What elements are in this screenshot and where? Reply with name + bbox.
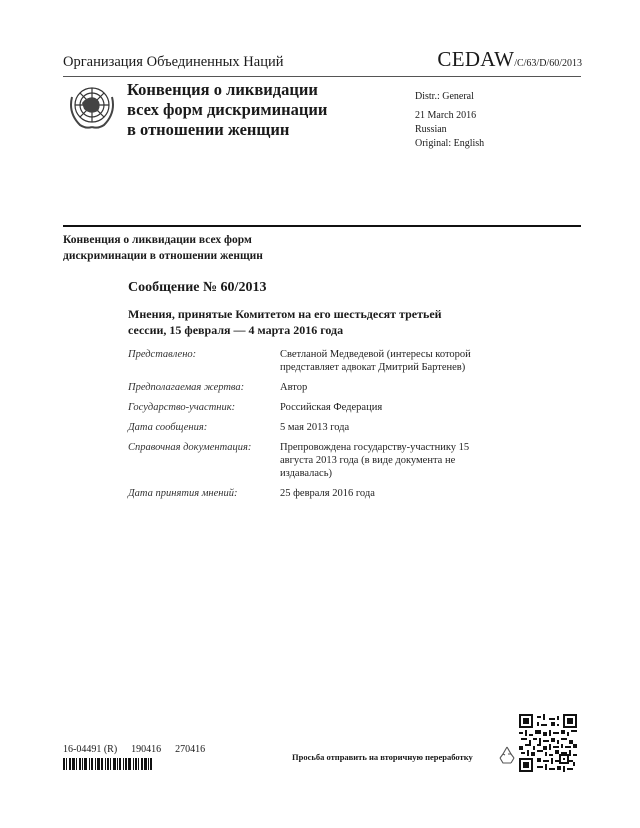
metadata-label: Дата принятия мнений: [128,488,238,499]
print-date-1: 190416 [131,744,162,755]
views-title-line: сессии, 15 февраля — 4 марта 2016 года [128,323,344,337]
convention-title [127,80,327,140]
convention-title-line: Конвенция о ликвидации [127,80,318,99]
symbol-main: CEDAW [437,47,515,71]
views-title-line: Мнения, принятые Комитетом на его шестьдесят третьей [128,307,442,321]
metadata-row [128,421,508,434]
convention-title-line: в отношении женщин [127,120,290,139]
document-symbol [437,47,582,72]
metadata-label: Представлено: [128,349,197,360]
committee-heading-line: дискриминации в отношении женщин [63,250,263,262]
committee-heading-line: Конвенция о ликвидации всех форм [63,234,252,246]
job-number: 16-04491 (R) [63,744,118,755]
metadata-value: 25 февраля 2016 года [280,488,375,499]
metadata-value: Препровождена государству-участнику 15 августа 2013 года (в виде документа не издавалась) [280,442,470,479]
metadata-row [128,348,508,374]
metadata-label: Государство-участник: [128,402,236,413]
qr-code-icon [519,714,577,772]
communication-title: Сообщение № 60/2013 [128,280,267,295]
document-date: 21 March 2016 [415,110,477,121]
barcode-icon [63,758,167,770]
recycle-notice: Просьба отправить на вторичную переработку [292,752,473,762]
distribution: Distr.: General [415,91,474,102]
metadata-value: Светланой Медведевой (интересы которой представляет адвокат Дмитрий Бартенев) [280,349,471,373]
metadata-table [128,348,508,507]
section-rule [63,225,581,227]
metadata-label: Предполагаемая жертва: [128,382,245,393]
metadata-value: 5 мая 2013 года [280,422,350,433]
views-title [128,306,442,338]
metadata-label: Дата сообщения: [128,422,208,433]
metadata-value: Автор [280,382,308,393]
recycle-icon [496,744,518,766]
original-language: Original: English [415,138,485,149]
metadata-row [128,441,508,480]
header-rule [63,76,581,77]
symbol-suffix: /C/63/D/60/2013 [514,58,582,69]
job-number-line [63,744,219,755]
committee-heading [63,232,263,264]
convention-title-line: всех форм дискриминации [127,100,328,119]
organization-name: Организация Объединенных Наций [63,54,284,70]
metadata-row [128,401,508,414]
metadata-label: Справочная документация: [128,442,252,453]
document-language: Russian [415,124,447,135]
metadata-value: Российская Федерация [280,402,383,413]
metadata-row [128,487,508,500]
print-date-2: 270416 [175,744,206,755]
metadata-row [128,381,508,394]
un-emblem-icon [66,81,118,133]
distribution-block [415,90,484,151]
